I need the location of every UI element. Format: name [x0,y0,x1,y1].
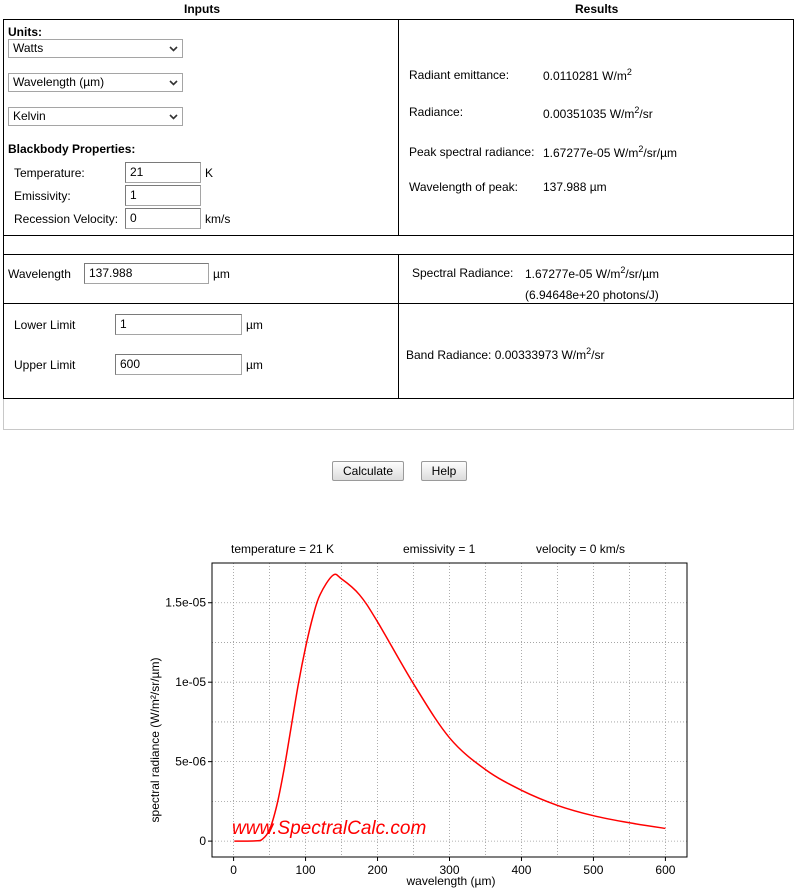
emissivity-label: Emissivity: [14,189,71,203]
chevron-down-icon [168,77,179,88]
spectral-units-select[interactable] [8,73,183,92]
table-border-left [3,19,4,398]
wavelength-unit: µm [213,267,230,281]
temperature-unit: K [205,166,214,180]
power-units-value: Watts [13,41,44,55]
power-units-select[interactable] [8,39,183,58]
radiance-label: Radiance: [409,105,464,119]
lower-limit-input[interactable]: 1 [115,314,242,335]
wavelength-peak-label: Wavelength of peak: [409,180,518,194]
peak-radiance-label: Peak spectral radiance: [409,145,535,159]
watermark: www.SpectralCalc.com [232,818,427,839]
annotation-temperature: temperature = 21 K [231,542,335,556]
column-divider [398,254,399,399]
upper-limit-unit: µm [246,358,263,372]
velocity-input[interactable]: 0 [125,208,201,229]
annotation-emissivity: emissivity = 1 [403,542,476,556]
y-tick-label: 0 [199,834,206,849]
x-tick-label: 300 [439,863,460,877]
wavelength-peak-value: 137.988 µm [543,180,607,194]
upper-limit-label: Upper Limit [14,358,76,372]
upper-limit-input[interactable]: 600 [115,354,242,375]
x-tick-label: 400 [511,863,532,877]
wavelength-label: Wavelength [8,267,71,281]
x-axis-label: wavelength (µm) [406,874,496,888]
chart-grid [212,563,687,857]
band-radiance-value: Band Radiance: 0.00333973 $W/m^2/sr$ [406,346,605,362]
radiance-value: 0.00351035 $W/m^2/sr$ [543,105,653,121]
calculate-button[interactable]: Calculate [332,461,404,481]
chevron-down-icon [168,111,179,122]
table-border-right [793,19,794,399]
emittance-value: 0.0110281 $W/m^2$ [543,67,632,83]
spectral-units-value: Wavelength (µm) [13,75,105,89]
units-label: Units: [8,25,42,39]
x-tick-label: 600 [655,863,676,877]
temperature-label: Temperature: [14,166,85,180]
velocity-label: Recession Velocity: [14,212,119,226]
chevron-down-icon [168,43,179,54]
results-header: Results [575,2,619,16]
inputs-header: Inputs [184,2,220,16]
peak-radiance-value: 1.67277e-05 $W/m^2/sr/\mu m$ [543,144,677,160]
help-button[interactable]: Help [421,461,467,481]
temperature-units-select[interactable] [8,107,183,126]
temperature-units-value: Kelvin [13,109,46,123]
wavelength-input[interactable]: 137.988 [84,263,209,284]
spectral-radiance-label: Spectral Radiance: [412,266,514,280]
photons-value: (6.94648e+20 photons/J) [525,288,659,302]
spectral-radiance-value: 1.67277e-05 $W/m^2/sr/\mu m$ [525,265,659,281]
blackbody-label: Blackbody Properties: [8,142,136,156]
y-tick-label: 1.5e-05 [165,595,206,610]
temperature-input[interactable]: 21 [125,162,201,183]
x-tick-label: 100 [295,863,316,877]
x-tick-label: 0 [230,863,237,877]
emittance-label: Radiant emittance: [409,68,510,82]
y-axis-label: spectral radiance (W/m²/sr/µm) [148,657,162,823]
spectral-radiance-chart [0,530,800,891]
y-tick-label: 5e-06 [175,754,206,769]
lower-limit-unit: µm [246,318,263,332]
table-footer-row [3,399,794,430]
annotation-velocity: velocity = 0 km/s [536,542,626,556]
velocity-unit: km/s [205,212,231,226]
emissivity-input[interactable]: 1 [125,185,201,206]
x-tick-label: 200 [367,863,388,877]
x-tick-label: 500 [583,863,604,877]
y-tick-label: 1e-05 [175,675,206,690]
lower-limit-label: Lower Limit [14,318,76,332]
column-divider [398,19,399,236]
